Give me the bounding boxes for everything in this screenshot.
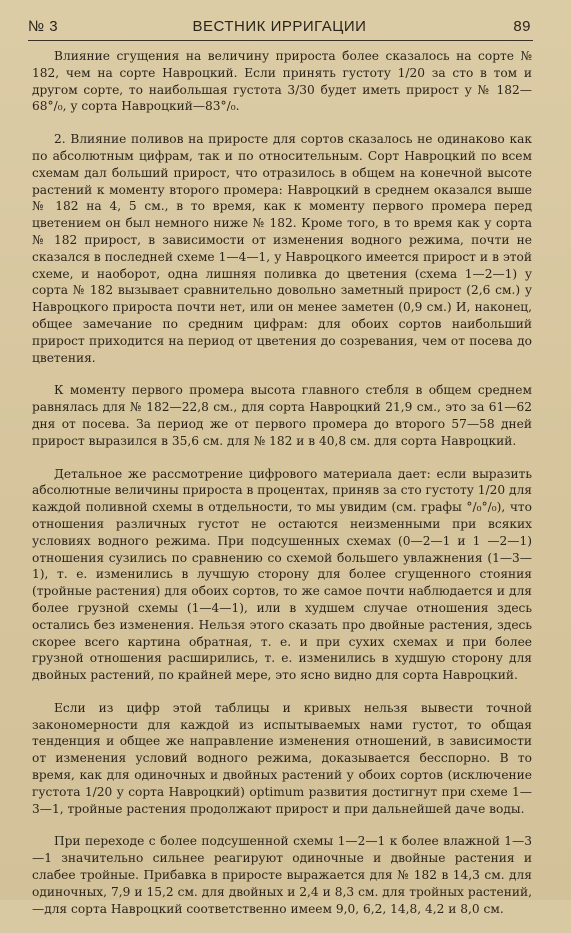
page-number: 89 [513, 18, 531, 35]
paragraph-5: Если из цифр этой таблицы и кривых нельзя вывести точной закономерности для каждой из испытываемых нами густот, то общая тенденция и общее же направление изменения отношений, в зависимости от изменения условий водного режима, доказывается бесспорно. В то время, как для одиночных и двойных растений у обоих сортов (исключение густота 1/20 у сорта Навроцкий) optimum развития достигнут при схеме 1—3—1, тройные растения продолжают прирост и при дальнейшей даче воды. [32, 700, 532, 816]
paragraph-3: К моменту первого промера высота главного стебля в общем среднем равнялась для № 182—22,8 см., для сорта Навроцкий 21,9 см., это за 61—62 дня от посева. За период же от первого промера до второго 57—58 дней прирост выразился в 35,6 см. для № 182 и в 40,8 см. для сорта Навроцкий. [32, 383, 532, 448]
paragraph-1: Влияние сгущения на величину прироста более сказалось на сорте № 182, чем на сорте Навроцкий. Если принять густоту 1/20 за сто в том и другом сорте, то наибольшая густота 3/30 будет иметь прирост у № 182—68°/₀, у сорта Навроцкий—83°/₀. [32, 49, 532, 114]
paragraph-6: При переходе с более подсушенной схемы 1—2—1 к более влажной 1—3—1 значительно сильнее реагируют одиночные и двойные растения и слабее тройные. Прибавка в приросте выражается для № 182 в 14,3 см. для одиночных, 7,9 и 15,2 см. для двойных и 2,4 и 8,3 см. для тройных растений,—для сорта Навроцкий соответственно имеем 9,0, 6,2, 14,8, 4,2 и 8,0 см. [32, 834, 532, 916]
header-rule [28, 40, 533, 41]
paragraph-2: 2. Влияние поливов на приросте для сортов сказалось не одинаково как по абсолютным цифрам, так и по относительным. Сорт Навроцкий по всем схемам дал больший прирост, что отразилось в общем на конечной высоте растений к моменту второго промера: Навроцкий в среднем оказался выше № 182 на 4, 5 см., в то время, как к моменту первого промера перед цветением он был немного ниже № 182. Кроме того, в то время как у сорта № 182 прирост, в зависимости от изменения водного режима, почти не сказался в последней схеме 1—4—1, у Навроцкого имеется прирост и в этой схеме, и наоборот, одна лишняя поливка до цветения (схема 1—2—1) у сорта № 182 вызывает сравнительно довольно заметный прирост (2,6 см.) у Навроцкого прироста почти нет, или он менее заметен (0,9 см.) И, наконец, общее замечание по средним цифрам: для обоих сортов наибольший прирост приходится на период от цветения до созревания, чем от посева до цветения. [32, 132, 532, 365]
running-header [28, 16, 531, 40]
journal-title: ВЕСТНИК ИРРИГАЦИИ [192, 18, 367, 35]
issue-number: № 3 [28, 18, 59, 35]
paragraph-4: Детальное же рассмотрение цифрового материала дает: если выразить абсолютные величины прироста в процентах, приняв за сто густоту 1/20 для каждой поливной схемы в отдельности, то мы увидим (см. графы °/₀°/₀), что отношения различных густот не остаются неизменными при всяких условиях водного режима. При подсушенных схемах (0—2—1 и 1 —2—1) отношения сузились по сравнению со схемой большего увлажнения (1—3—1), т. е. изменились в лучшую сторону для более сгущенного стояния (тройные растения) для обоих сортов, то же самое почти наблюдается и для более грузной схемы (1—4—1), или в худшем случае отношения здесь остались без изменения. Нельзя этого сказать про двойные растения, здесь скорее всего картина обратная, т. е. и при сухих схемах и при более грузной отношения расширились, т. е. изменились в худшую сторону для двойных растений, по крайней мере, это ясно видно для сорта Навроцкий. [32, 466, 532, 683]
article-body [32, 48, 532, 933]
